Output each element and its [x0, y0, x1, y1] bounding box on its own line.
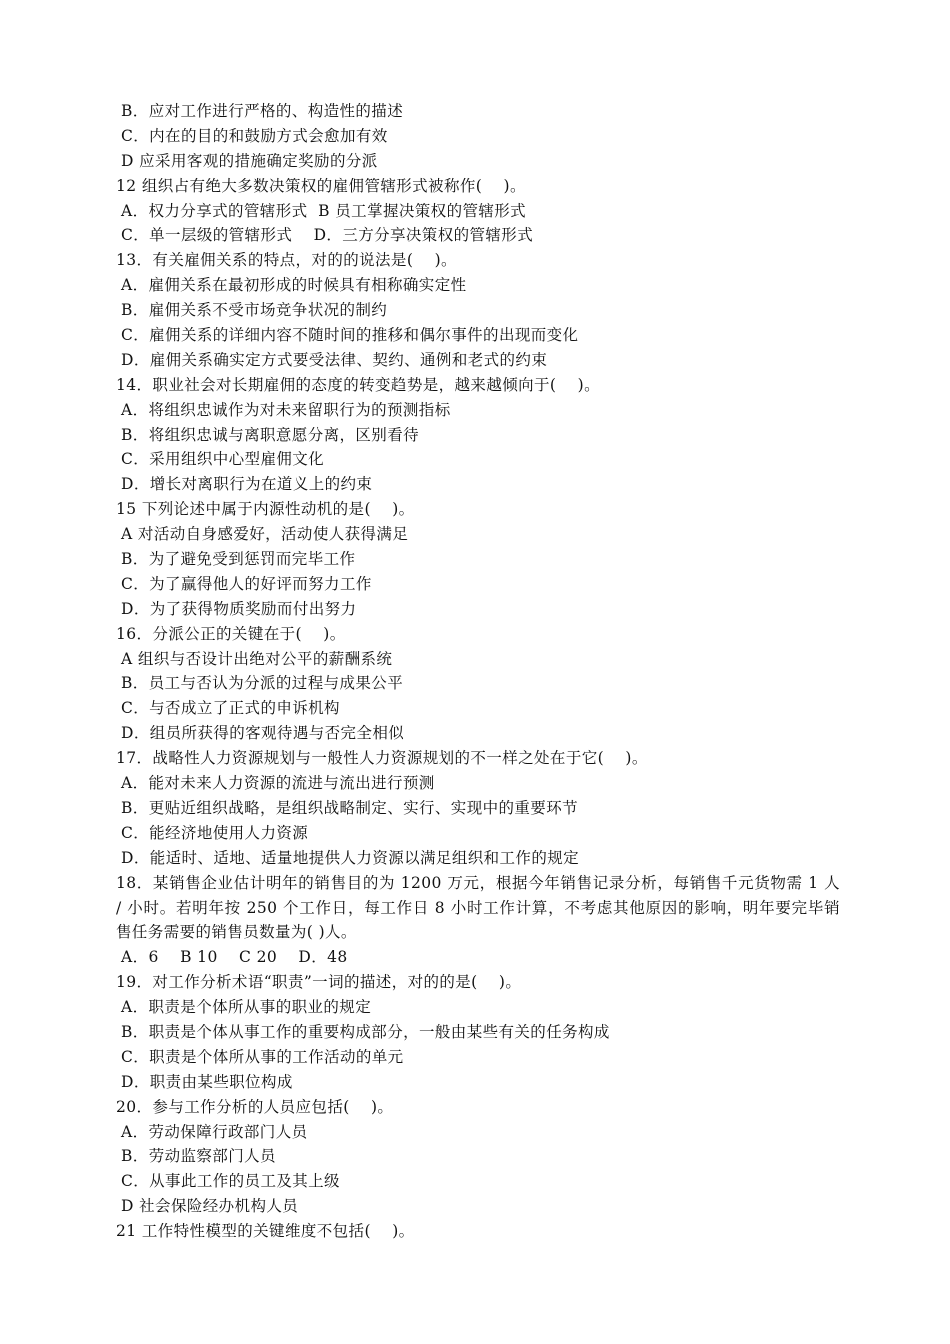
answer-option: A．权力分享式的管辖形式 B 员工掌握决策权的管辖形式	[121, 201, 527, 220]
question-text: 17．战略性人力资源规划与一般性人力资源规划的不一样之处在于它( )。	[116, 749, 648, 768]
answer-option: B．将组织忠诚与离职意愿分离，区别看待	[121, 425, 419, 444]
answer-option: C．内在的目的和鼓励方式会愈加有效	[121, 126, 388, 145]
answer-option: A．将组织忠诚作为对未来留职行为的预测指标	[121, 400, 451, 419]
answer-option: D．职责由某些职位构成	[121, 1072, 293, 1091]
answer-option: A 组织与否设计出绝对公平的薪酬系统	[121, 649, 393, 668]
answer-option: A．雇佣关系在最初形成的时候具有相称确实定性	[121, 276, 467, 295]
answer-option: D．雇佣关系确实定方式要受法律、契约、通例和老式的约束	[121, 350, 548, 369]
question-text: 13．有关雇佣关系的特点，对的的说法是( )。	[116, 251, 457, 270]
answer-option: C．为了赢得他人的好评而努力工作	[121, 574, 372, 593]
answer-option: C．与否成立了正式的申诉机构	[121, 699, 340, 718]
answer-option: D．增长对离职行为在道义上的约束	[121, 475, 373, 494]
answer-option: B．雇佣关系不受市场竞争状况的制约	[121, 301, 388, 320]
question-text: 15 下列论述中属于内源性动机的是( )。	[116, 500, 415, 519]
question-text: 19．对工作分析术语“职责”一词的描述，对的的是( )。	[116, 973, 522, 992]
document-page	[116, 99, 840, 1244]
question-text: 16．分派公正的关键在于( )。	[116, 624, 346, 643]
answer-option: B．应对工作进行严格的、构造性的描述	[121, 102, 404, 120]
answer-option: A．职责是个体所从事的职业的规定	[121, 998, 372, 1017]
answer-option: A．劳动保障行政部门人员	[121, 1122, 308, 1141]
question-text: 20．参与工作分析的人员应包括( )。	[116, 1097, 394, 1116]
answer-option: C．职责是个体所从事的工作活动的单元	[121, 1047, 404, 1066]
question-text: 21 工作特性模型的关键维度不包括( )。	[116, 1222, 415, 1241]
question-text: 12 组织占有绝大多数决策权的雇佣管辖形式被称作( )。	[116, 176, 526, 195]
answer-option: B．为了避免受到惩罚而完毕工作	[121, 550, 356, 569]
answer-option: D 社会保险经办机构人员	[121, 1197, 299, 1216]
answer-option: D 应采用客观的措施确定奖励的分派	[121, 151, 378, 170]
answer-option: C．雇佣关系的详细内容不随时间的推移和偶尔事件的出现而变化	[121, 326, 579, 345]
answer-option: C．单一层级的管辖形式 D．三方分享决策权的管辖形式	[121, 226, 534, 245]
answer-option: D．组员所获得的客观待遇与否完全相似	[121, 724, 405, 743]
answer-option: B．员工与否认为分派的过程与成果公平	[121, 674, 404, 693]
answer-option: C．采用组织中心型雇佣文化	[121, 450, 325, 469]
answer-option: C．能经济地使用人力资源	[121, 823, 309, 842]
answer-option: D．能适时、适地、适量地提供人力资源以满足组织和工作的规定	[121, 848, 580, 867]
answer-option: B．职责是个体从事工作的重要构成部分，一般由某些有关的任务构成	[121, 1023, 610, 1041]
answer-option: C．从事此工作的员工及其上级	[121, 1172, 340, 1191]
answer-option: A．6 B 10 C 20 D．48	[121, 948, 348, 967]
question-text: 18．某销售企业估计明年的销售目的为 1200 万元，根据今年销售记录分析，每销售千元货物需 1 人 / 小时。若明年按 250 个工作日，每工作日 8 小时工作计算，不考虑其他原因的影响，明年要完毕销售任务需要的销售员数量为( )人。	[116, 873, 840, 942]
answer-option: A 对活动自身感爱好，活动使人获得满足	[121, 525, 409, 544]
answer-option: B．更贴近组织战略，是组织战略制定、实行、实现中的重要环节	[121, 798, 578, 817]
answer-option: B．劳动监察部门人员	[121, 1147, 276, 1166]
answer-option: D．为了获得物质奖励而付出努力	[121, 599, 357, 618]
answer-option: A．能对未来人力资源的流进与流出进行预测	[121, 774, 435, 793]
question-text: 14．职业社会对长期雇佣的态度的转变趋势是，越来越倾向于( )。	[116, 375, 601, 394]
